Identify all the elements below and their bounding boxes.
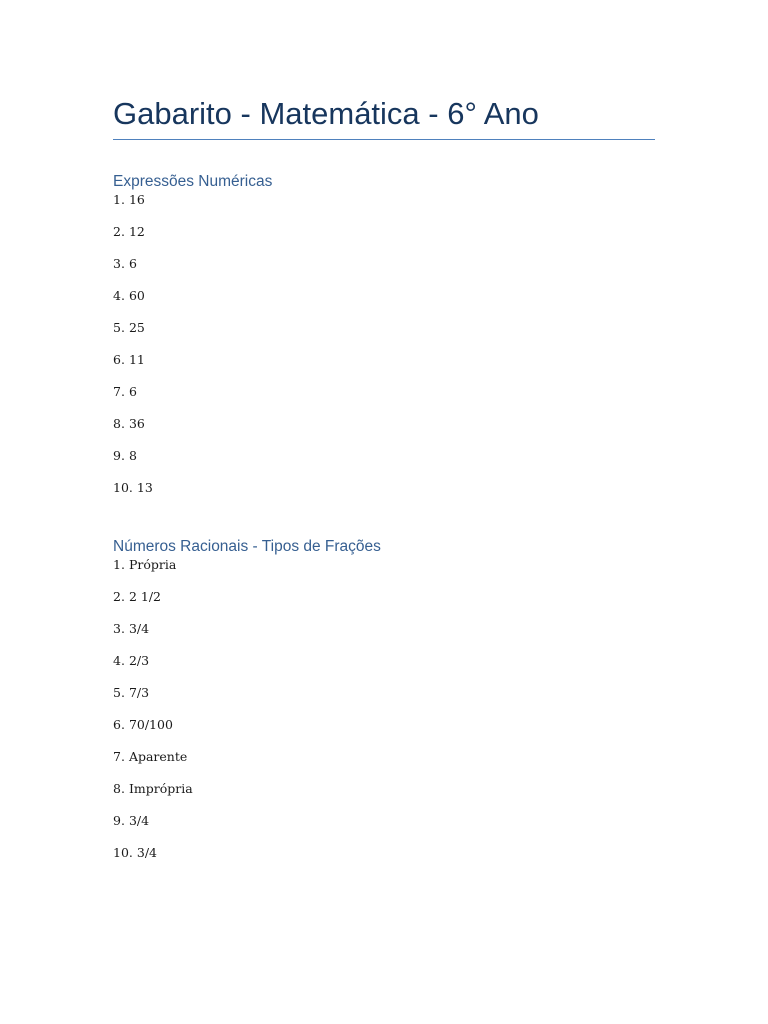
answer-value: 11 xyxy=(128,352,145,367)
answer-number: 10. xyxy=(113,845,133,860)
answer-number: 7. xyxy=(113,384,125,399)
answer-item xyxy=(113,717,655,733)
answer-number: 4. xyxy=(113,653,125,668)
answer-number: 6. xyxy=(113,352,125,367)
answer-value: 60 xyxy=(128,288,145,303)
answer-number: 3. xyxy=(113,621,125,636)
answer-value: 3/4 xyxy=(128,813,150,828)
answer-item xyxy=(113,621,655,637)
answer-value: Imprópria xyxy=(128,781,193,796)
answer-number: 1. xyxy=(113,557,125,572)
answer-number: 3. xyxy=(113,256,125,271)
answer-item xyxy=(113,685,655,701)
answer-item xyxy=(113,653,655,669)
answer-number: 1. xyxy=(113,192,125,207)
answer-value: 6 xyxy=(128,256,137,271)
answer-item xyxy=(113,557,655,573)
answer-item xyxy=(113,256,655,272)
answer-item xyxy=(113,224,655,240)
answer-number: 7. xyxy=(113,749,125,764)
answer-item xyxy=(113,781,655,797)
answer-item xyxy=(113,352,655,368)
answer-value: 36 xyxy=(128,416,145,431)
answer-item xyxy=(113,845,655,861)
answer-list xyxy=(113,557,655,861)
answer-item xyxy=(113,416,655,432)
answer-number: 8. xyxy=(113,781,125,796)
answer-item xyxy=(113,589,655,605)
answer-number: 5. xyxy=(113,685,125,700)
answer-value: 25 xyxy=(128,320,145,335)
answer-number: 6. xyxy=(113,717,125,732)
answer-number: 2. xyxy=(113,589,125,604)
section-heading: Expressões Numéricas xyxy=(113,173,273,190)
answer-value: 16 xyxy=(128,192,145,207)
answer-item xyxy=(113,288,655,304)
answer-number: 10. xyxy=(113,480,133,495)
answer-value: 7/3 xyxy=(128,685,150,700)
answer-value: 12 xyxy=(128,224,145,239)
answer-number: 9. xyxy=(113,813,125,828)
answer-number: 9. xyxy=(113,448,125,463)
answer-value: Própria xyxy=(128,557,177,572)
answer-value: 2/3 xyxy=(128,653,150,668)
answer-value: Aparente xyxy=(128,749,188,764)
section-heading: Números Racionais - Tipos de Frações xyxy=(113,538,381,555)
answer-item xyxy=(113,480,655,496)
answer-value: 3/4 xyxy=(136,845,158,860)
answer-item xyxy=(113,384,655,400)
answer-item xyxy=(113,192,655,208)
answer-item xyxy=(113,448,655,464)
answer-value: 2 1/2 xyxy=(128,589,161,604)
answer-item xyxy=(113,749,655,765)
answer-list xyxy=(113,192,655,496)
answer-value: 8 xyxy=(128,448,137,463)
section-expressoes-numericas xyxy=(113,172,655,512)
answer-number: 5. xyxy=(113,320,125,335)
answer-number: 8. xyxy=(113,416,125,431)
answer-value: 70/100 xyxy=(128,717,173,732)
answer-number: 2. xyxy=(113,224,125,239)
answer-value: 13 xyxy=(136,480,153,495)
section-numeros-racionais xyxy=(113,537,655,877)
answer-value: 3/4 xyxy=(128,621,150,636)
answer-number: 4. xyxy=(113,288,125,303)
answer-item xyxy=(113,813,655,829)
answer-value: 6 xyxy=(128,384,137,399)
title-divider xyxy=(113,139,655,140)
document-title: Gabarito - Matemática - 6° Ano xyxy=(113,96,539,131)
answer-item xyxy=(113,320,655,336)
